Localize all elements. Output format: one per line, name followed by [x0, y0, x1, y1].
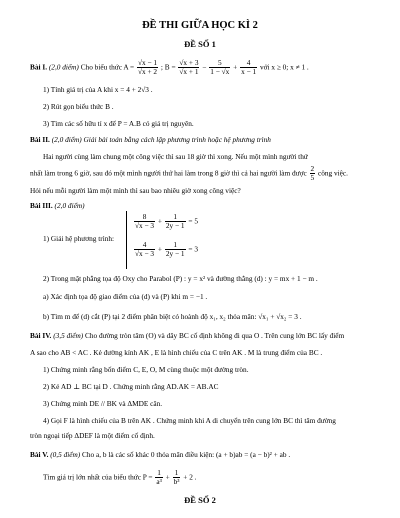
p-term1: $\frac{1}{\text{a³}}$ [156, 468, 162, 487]
bai3-q2a: a) Xác định tọa độ giao điểm của (d) và (P) khi m = −1 . [43, 292, 208, 301]
bai4-line2: A sao cho AB < AC . Kẻ đường kính AK , E là hình chiếu của C trên AK . M là trung điểm của BC . [30, 348, 323, 357]
bai3-q1-intro: 1) Giải hệ phương trình: [43, 234, 115, 243]
bai4-q4-line2: tròn ngoại tiếp ΔDEF là một điểm cố định. [30, 431, 155, 440]
bai1-condition: với x ≥ 0; x ≠ 1 . [259, 62, 309, 72]
bai5-line2: Tìm giá trị lớn nhất của biểu thức P = $\frac{1}{\text{a³}}$ + $\frac{1}{\text{b³}}$ + 2 . [43, 468, 197, 487]
bai4-q3: 3) Chứng minh DE // BK và ΔMDE cân. [43, 399, 163, 408]
bai4-q1: 1) Chứng minh rằng bốn điểm C, E, O, M cùng thuộc một đường tròn. [43, 365, 249, 374]
bai3-label: Bài III. [30, 201, 53, 210]
bai1-statement: Bài I. (2,0 điểm) Cho biểu thức A = $\frac{√x - 1}{√x + 2}$ ; B = $\frac{√x + 3}{√x + 1}$ − $\frac{5}{1 - √x}$ + $\frac{4}{x - 1}$ với x ≥ 0; x ≠ 1 . [30, 58, 309, 77]
bai2-label: Bài II. [30, 135, 50, 144]
bai1-q1: 1) Tính giá trị của A khi x = 4 + 2√3 . [43, 85, 153, 94]
bai4-label: Bài IV. [30, 331, 52, 340]
bai2-line2: nhất làm trong 6 giờ, sau đó một mình người thứ hai làm trong 8 giờ thì cả hai người làm được $\frac{2}{5}$ công việc. [30, 164, 348, 183]
bai1-points: (2,0 điểm) [48, 62, 79, 72]
bai2-heading [30, 136, 271, 144]
bai2-heading-text: Giải bài toán bằng cách lập phương trình hoặc hệ phương trình [83, 135, 271, 144]
bai4-points: (3,5 điểm) [53, 331, 84, 340]
bai1-q2: 2) Rút gọn biểu thức B . [43, 102, 114, 111]
expr-b-term1: $\frac{√x + 3}{√x + 1}$ [179, 58, 199, 77]
bai4-line1: Bài IV. (3,5 điểm) Cho đường tròn tâm (O) và dây BC cố định không đi qua O . Trên cung lớn BC lấy điểm [30, 331, 345, 340]
expr-b-term2: $\frac{5}{1 - √x}$ [210, 58, 230, 77]
equation-1: $\frac{8}{√x - 3}$ + $\frac{1}{2y - 1}$ = 5 [135, 212, 198, 231]
bai4-q2: 2) Kẻ AD ⊥ BC tại D . Chứng minh rằng AD.AK = AB.AC [43, 382, 219, 391]
bai1-intro: Cho biểu thức [80, 62, 122, 72]
bai3-heading [30, 202, 85, 210]
bai2-points: (2,0 điểm) [51, 135, 82, 144]
p-term2: $\frac{1}{\text{b³}}$ [173, 468, 180, 487]
expr-a-lhs: A = [123, 62, 135, 72]
bai1-label: Bài I. [30, 62, 48, 72]
exam-number: ĐỀ SỐ 1 [184, 39, 216, 49]
next-exam-title: ĐỀ SỐ 2 [184, 495, 216, 505]
expr-b-lhs: ; B = [160, 62, 176, 72]
equation-system [126, 211, 198, 269]
bai3-points: (2,0 điểm) [54, 201, 85, 210]
bai5-line1: Bài V. (0,5 điểm) Cho a, b là các số khác 0 thỏa mãn điều kiện: (a + b)ab = (a − b)² + ab . [30, 450, 291, 459]
document-title: ĐỀ THI GIỮA HỌC KÌ 2 [142, 20, 258, 31]
bai4-q4-line1: 4) Gọi F là hình chiếu của B trên AK . Chứng minh khi A di chuyển trên cung lớn BC thì tâm đường [43, 416, 336, 425]
bai2-fraction: $\frac{2}{5}$ [310, 164, 315, 183]
bai1-q3: 3) Tìm các số hữu tỉ x để P = A.B có giá trị nguyên. [43, 119, 194, 128]
bai5-label: Bài V. [30, 450, 49, 459]
bai2-line3: Hỏi nếu mỗi người làm một mình thì sau bao nhiêu giờ xong công việc? [30, 186, 241, 195]
bai2-line1: Hai người cùng làm chung một công việc thì sau 18 giờ thì xong. Nếu một mình người thứ [43, 152, 308, 161]
bai3-q2b: b) Tìm m để (d) cắt (P) tại 2 điểm phân biệt có hoành độ x₁, x₂ thỏa mãn: √x₁ + √x₂ = 3 . [43, 312, 302, 321]
bai3-q2: 2) Trong mặt phẳng tọa độ Oxy cho Parabol (P) : y = x² và đường thẳng (d) : y = mx + 1 − m . [43, 274, 318, 283]
bai5-points: (0,5 điểm) [50, 450, 81, 459]
expr-a-fraction: $\frac{√x - 1}{√x + 2}$ [138, 58, 158, 77]
equation-2: $\frac{4}{√x - 3}$ + $\frac{1}{2y - 1}$ = 3 [135, 240, 198, 259]
expr-b-term3: $\frac{4}{x - 1}$ [241, 58, 257, 77]
